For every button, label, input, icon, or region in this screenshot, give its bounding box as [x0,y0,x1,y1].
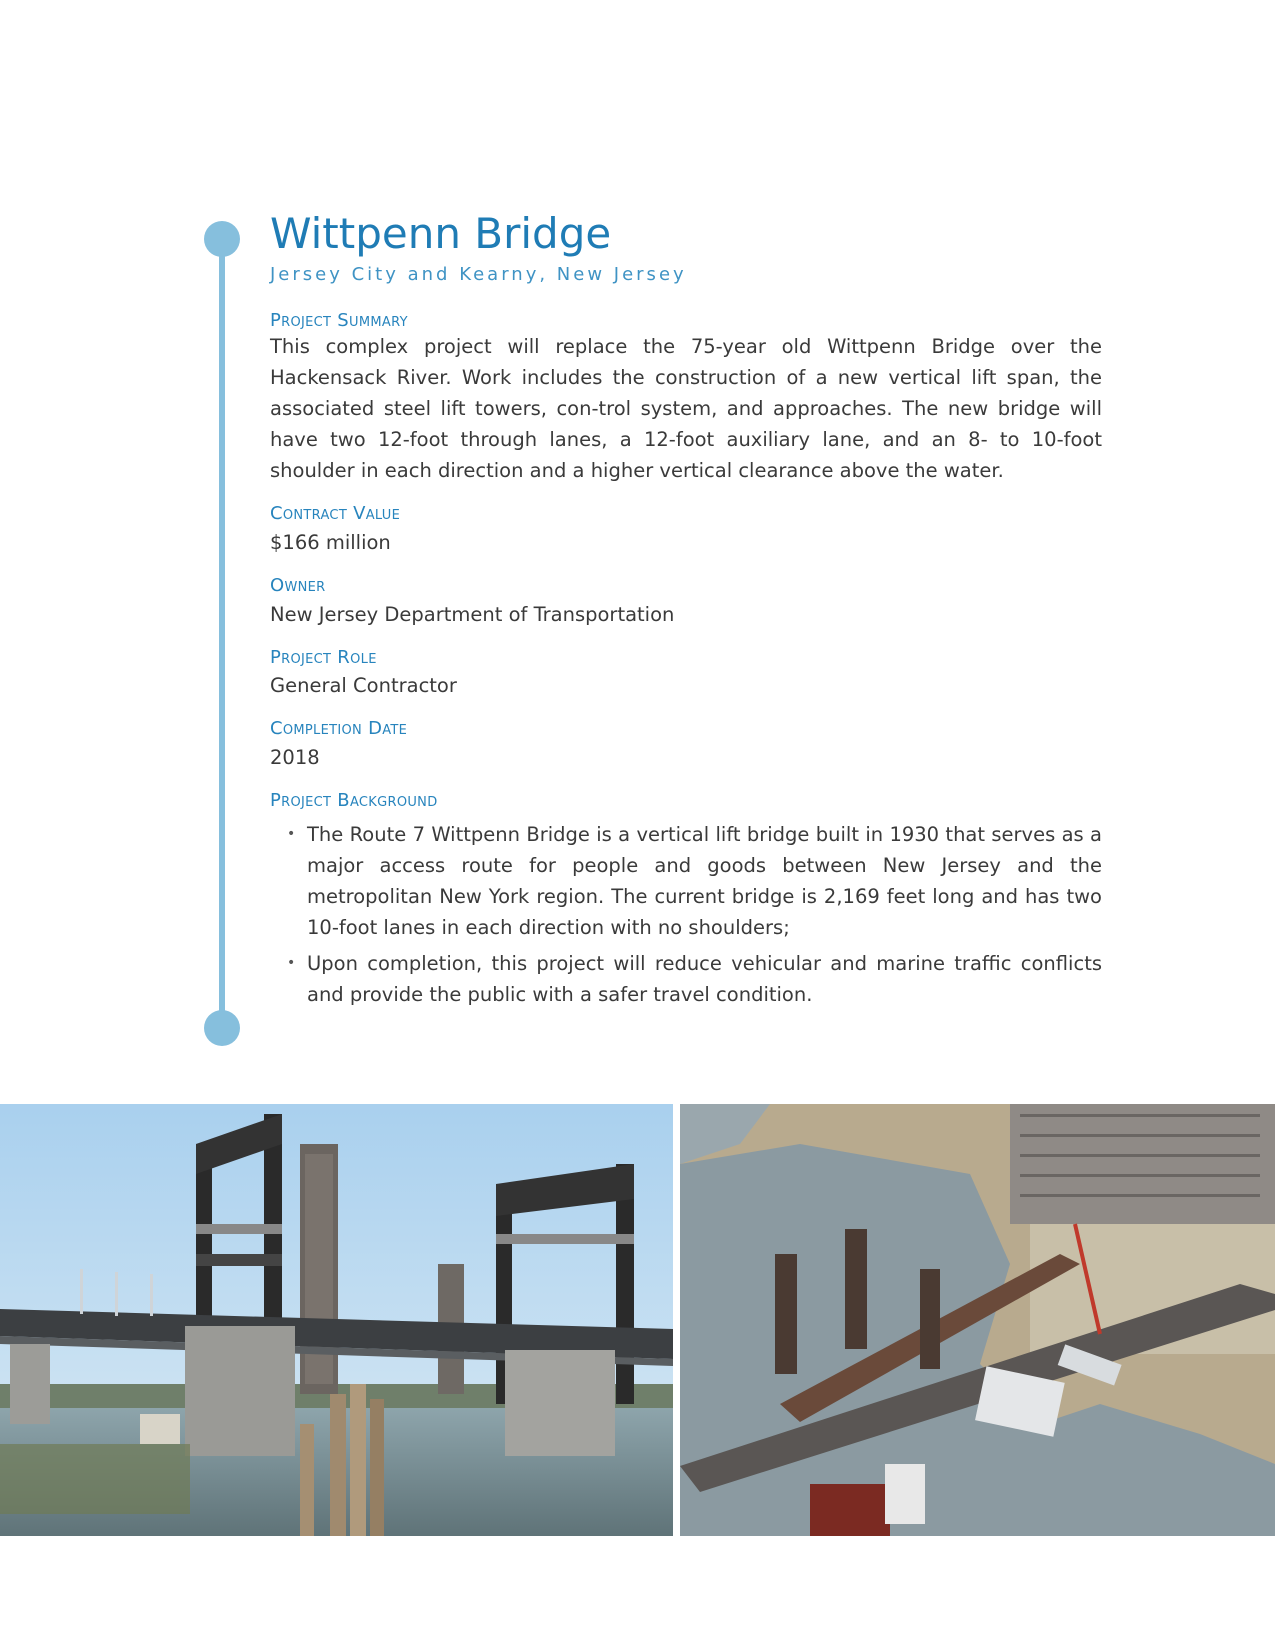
project-role-value: General Contractor [270,674,457,698]
background-bullet: • Upon completion, this project will reduce vehicular and marine traffic conflicts and provide the public with a safer travel condition. [307,948,1102,1010]
contract-value: $166 million [270,530,391,554]
timeline-dot-top [204,221,240,257]
project-content [270,210,1102,1015]
completion-date-label: Completion Date [270,718,408,740]
project-title: Wittpenn Bridge [270,209,612,258]
background-label: Project Background [270,790,438,812]
background-list [270,819,1102,1010]
timeline-line [219,230,225,1028]
summary-label: Project Summary [270,310,408,332]
bridge-photo-ground [0,1104,673,1536]
contract-value-label: Contract Value [270,503,401,525]
project-location: Jersey City and Kearny, New Jersey [270,264,687,286]
owner-label: Owner [270,574,326,596]
background-bullet: • The Route 7 Wittpenn Bridge is a vertical lift bridge built in 1930 that serves as a major access route for people and goods between New Jersey and the metropolitan New York region. The current bridge is 2,169 feet long and has two 10-foot lanes in each direction with no shoulders; [307,819,1102,943]
timeline-dot-bottom [204,1010,240,1046]
project-role-label: Project Role [270,646,377,668]
owner-value: New Jersey Department of Transportation [270,602,675,626]
completion-date-value: 2018 [270,746,320,770]
bridge-photo-aerial [680,1104,1275,1536]
summary-text: This complex project will replace the 75-year old Wittpenn Bridge over the Hackensack River. Work includes the construction of a new vertical lift span, the associated steel lift towers, con-trol system, and approaches. The new bridge will have two 12-foot through lanes, a 12-foot auxiliary lane, and an 8- to 10-foot shoulder in each direction and a higher vertical clearance above the water. [270,335,1102,483]
